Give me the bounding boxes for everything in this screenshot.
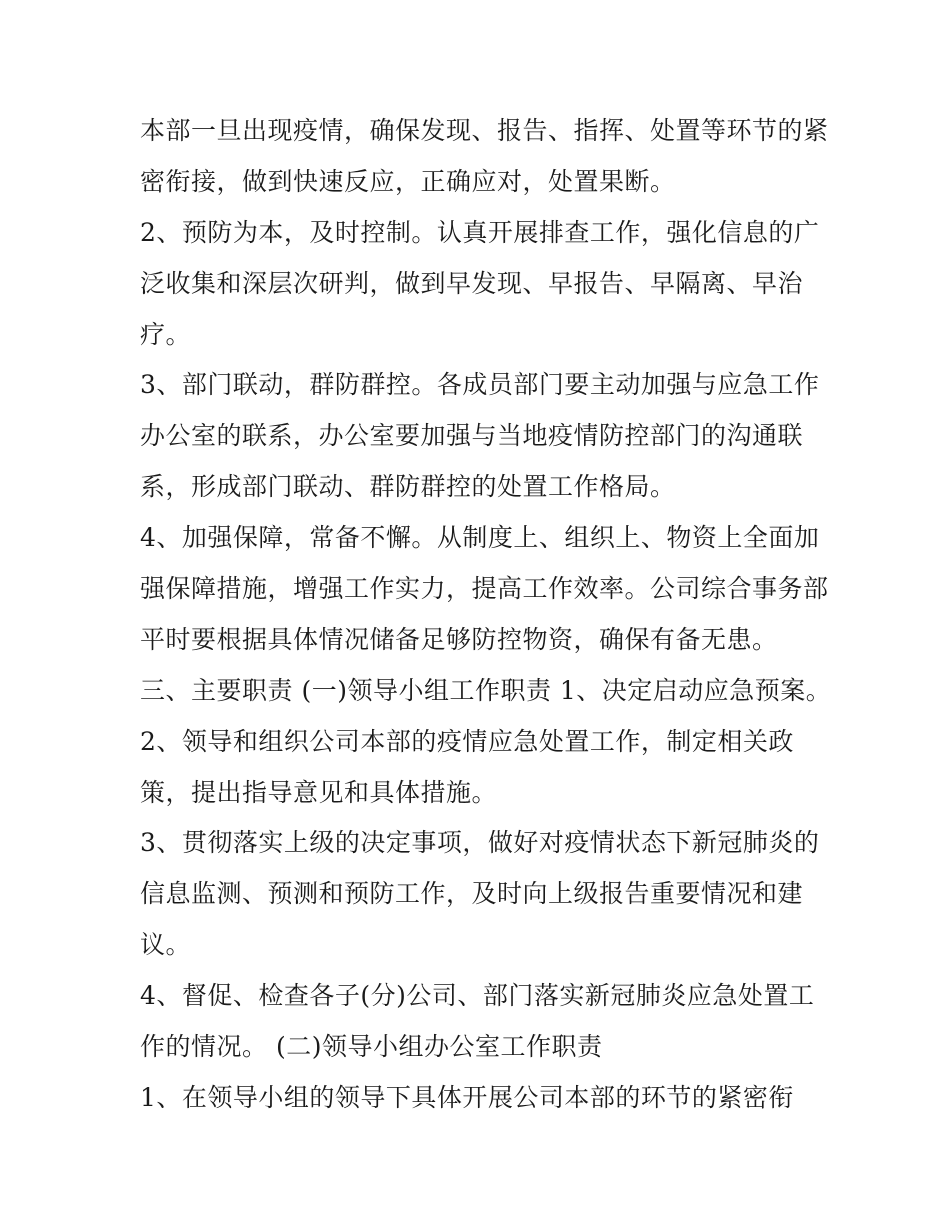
text-line: 3、贯彻落实上级的决定事项，做好对疫情状态下新冠肺炎的 [140,828,820,858]
text-line: 密衔接，做到快速反应，正确应对，处置果断。 [140,166,676,196]
text-line: 强保障措施，增强工作实力，提高工作效率。公司综合事务部 [140,574,829,604]
text-line: 4、加强保障，常备不懈。从制度上、组织上、物资上全面加 [140,523,820,553]
text-line: 2、领导和组织公司本部的疫情应急处置工作，制定相关政 [140,726,794,756]
text-line: 4、督促、检查各子(分)公司、部门落实新冠肺炎应急处置工 [140,981,815,1011]
text-line: 疗。 [140,319,192,349]
text-line: 2、预防为本，及时控制。认真开展排查工作，强化信息的广 [140,217,820,247]
text-line: 1、在领导小组的领导下具体开展公司本部的环节的紧密衔 [140,1082,794,1112]
text-line: 信息监测、预测和预防工作，及时向上级报告重要情况和建 [140,879,804,909]
text-line: 泛收集和深层次研判，做到早发现、早报告、早隔离、早治 [140,268,804,298]
text-line: 策，提出指导意见和具体措施。 [140,777,498,807]
text-line: 系，形成部门联动、群防群控的处置工作格局。 [140,472,676,502]
text-line: 三、主要职责 (一)领导小组工作职责 1、决定启动应急预案。 [140,675,832,705]
text-line: 3、部门联动，群防群控。各成员部门要主动加强与应急工作 [140,370,820,400]
text-line: 作的情况。 (二)领导小组办公室工作职责 [140,1032,603,1062]
text-line: 本部一旦出现疫情，确保发现、报告、指挥、处置等环节的紧 [140,116,829,145]
text-line: 办公室的联系，办公室要加强与当地疫情防控部门的沟通联 [140,421,804,451]
text-line: 平时要根据具体情况储备足够防控物资，确保有备无患。 [140,624,778,654]
document-body [140,106,840,1124]
text-line: 议。 [140,930,192,960]
